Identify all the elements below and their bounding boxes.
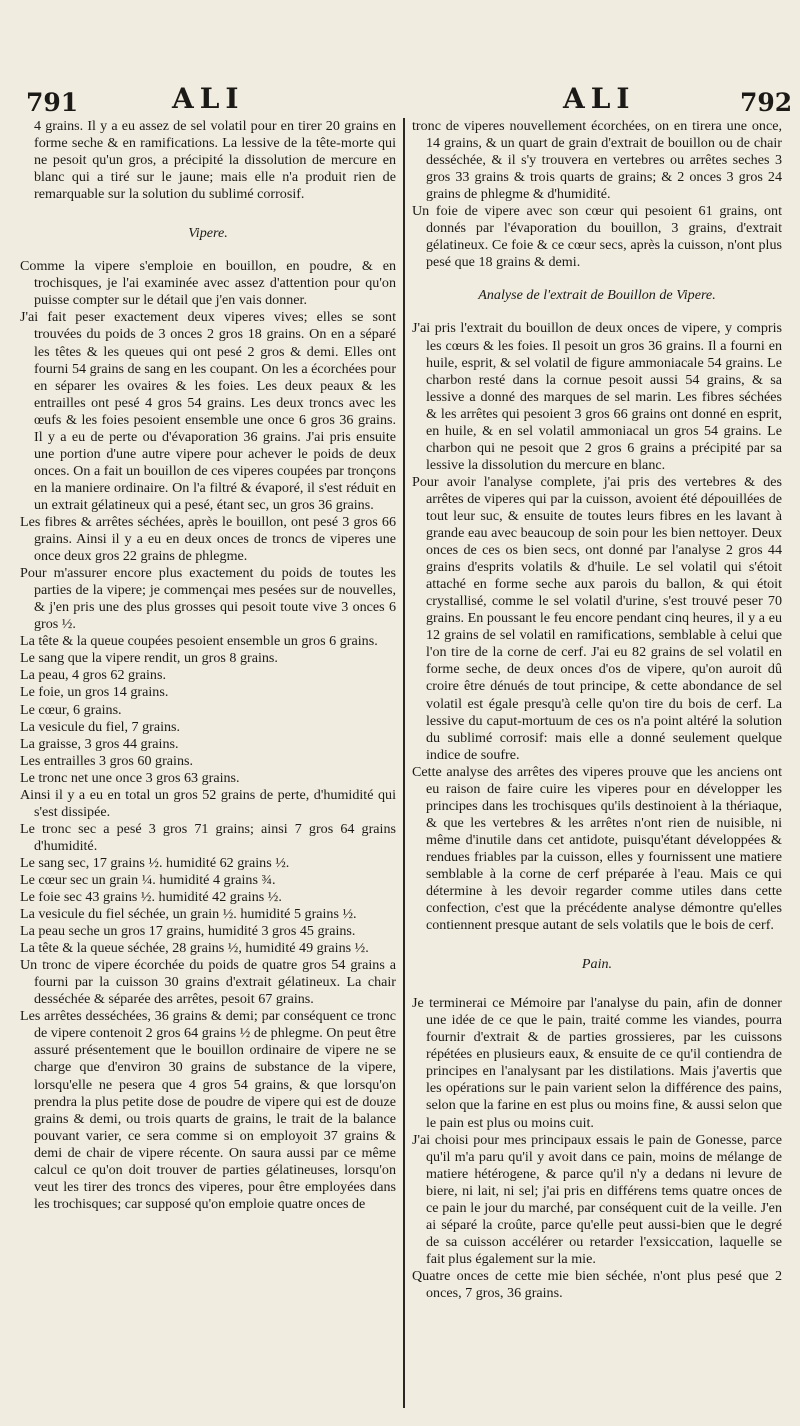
list-item: La graisse, 3 gros 44 grains.: [20, 735, 179, 752]
list-item: Les entrailles 3 gros 60 grains.: [20, 752, 193, 769]
list-item: La vesicule du fiel, 7 grains.: [20, 718, 181, 735]
page-number-left: 791: [26, 88, 79, 117]
list-item: Le foie sec 43 grains ½. humidité 42 grains ½.: [20, 889, 282, 906]
paragraph: Les fibres & arrêtes séchées, après le bouillon, ont pesé 3 gros 66 grains. Ainsi il y a eu en deux onces de troncs de viperes une once deux gros 22 grains de phlegme.: [20, 513, 396, 565]
section-heading-pain: Pain.: [581, 956, 613, 973]
left-column: [20, 118, 396, 1418]
paragraph: Je terminerai ce Mémoire par l'analyse du pain, afin de donner une idée de ce que le pain, traité comme les viandes, pourra fournir d'extrait & de parties grossieres, par les cuissons répétées en plusieurs eaux, & ensuite de ce qu'il contiendra de principes en l'analysant par les distilations. Mais j'avertis que les opérations sur le pain varient selon la différence des pains, selon que la farine en est plus ou moins fine, & aussi selon que le pain est plus ou moins cuit.: [412, 995, 782, 1131]
section-heading-analyse: Analyse de l'extrait de Bouillon de Vipere.: [478, 287, 716, 304]
list-item: La tête & la queue coupées pesoient ensemble un gros 6 grains.: [20, 633, 378, 650]
page-number-right: 792: [740, 88, 793, 117]
paragraph: Comme la vipere s'emploie en bouillon, en poudre, & en trochisques, je l'ai examinée avec assez d'attention pour qu'on puisse compter sur le détail que j'en vais donner.: [20, 258, 396, 309]
paragraph: J'ai choisi pour mes principaux essais le pain de Gonesse, parce qu'il m'a paru qu'il y avoit dans ce pain, moins de mélange de matiere hétérogene, & parce qu'il n'y a dedans ni levure de biere, ni lait, ni sel; j'ai pris en différens tems quatre onces de ce pain le jour du marché, par conséquent cuit de la veille. J'en ai séparé la croûte, parce qu'elle peut aussi-bien que le degré de sa cuisson accélérer ou retarder l'exsiccation, laquelle se fait plus également sur la mie.: [412, 1131, 782, 1267]
right-column: [412, 118, 782, 1418]
paragraph: Cette analyse des arrêtes des viperes prouve que les anciens ont eu raison de faire cuire les viperes pour en développer les principes dans les trochisques qu'ils destinoient à la thériaque, & que les vertebres & les arrêtes n'ont rien de nuisible, ni même d'inutile dans cet antidote, puisqu'étant développées & rendues friables par la cuisson, elles y fournissent une matiere semblable à la corne de cerf préparée à l'eau. Mais ce qui détermine à les devoir regarder comme utiles dans cette confection, c'est que la précédente analyse démontre qu'elles contiennent presque autant de sels volatils que le bois de cerf.: [412, 763, 782, 934]
list-item: Le tronc sec a pesé 3 gros 71 grains; ainsi 7 gros 64 grains d'humidité.: [20, 820, 396, 854]
list-item: Le tronc net une once 3 gros 63 grains.: [20, 769, 240, 786]
running-head-left: ALI: [172, 82, 245, 115]
paragraph: Un tronc de vipere écorchée du poids de quatre gros 54 grains a fourni par la cuisson 30 grains d'extrait gélatineux. La chair desséchée & séparée des arrêtes, pesoit 67 grains.: [20, 957, 396, 1008]
list-item: Le cœur, 6 grains.: [20, 701, 122, 718]
list-item: Le foie, un gros 14 grains.: [20, 684, 169, 701]
list-item: La tête & la queue séchée, 28 grains ½, humidité 49 grains ½.: [20, 940, 369, 957]
list-item: Le cœur sec un grain ¼. humidité 4 grains ¾.: [20, 871, 276, 888]
paragraph: Pour avoir l'analyse complete, j'ai pris des vertebres & des arrêtes de viperes qui par la cuisson, avoient été dépouillées de tout leur suc, & ensuite de toutes leurs fibres en les lavant à grande eau avec beaucoup de soin pour les bien nettoyer. Deux onces de ces os bien secs, ont donné par l'analyse 2 gros 44 grains d'esprits volatils & d'huile. Le sel volatil qui s'étoit attaché en forme seche aux parois du ballon, & qui étoit crystallisé, comme le sel volatil d'urine, s'est trouvé peser 70 grains. En poussant le feu encore pendant cinq heures, il y a eu 12 grains de sel volatil en ramifications, semblable à celui que l'on tire de la corne de cerf. J'ai eu 82 grains de sel volatil en forme seche, de deux onces d'os de vipere, qu'on auroit dû croire être dénués de tout principe, & cette abondance de sel volatil est égale presqu'à celle qu'on tire du bois de cerf. La lessive du caput-mortuum de ces os n'a point altéré la solution du sublimé corrosif: mais elle a donné seulement quelque indice de soufre.: [412, 473, 782, 763]
list-item: La peau, 4 gros 62 grains.: [20, 667, 166, 684]
list-item: Ainsi il y a eu en total un gros 52 grains de perte, d'humidité qui s'est dissipée.: [20, 786, 396, 820]
paragraph: Pour m'assurer encore plus exactement du poids de toutes les parties de la vipere; je commençai mes pesées sur de nouvelles, & j'en pris une des plus grosses qui pesoit toute vive 3 onces 6 gros ½.: [20, 565, 396, 633]
paragraph: 4 grains. Il y a eu assez de sel volatil pour en tirer 20 grains en forme seche & en ramifications. La lessive de la tête-morte qui ne pesoit qu'un gros, a précipité la dissolution de mercure en blanc qui a tiré sur le jaune; mais elle n'a produit rien de remarquable sur la solution du sublimé corrosif.: [34, 118, 396, 203]
paragraph: Quatre onces de cette mie bien séchée, n'ont plus pesé que 2 onces, 7 gros, 36 grains.: [412, 1267, 782, 1301]
section-heading-vipere: Vipere.: [188, 225, 228, 242]
paragraph: Les arrêtes desséchées, 36 grains & demi; par conséquent ce tronc de vipere contenoit 2 gros 64 grains ½ de phlegme. On peut être assuré présentement que le bouillon ordinaire de vipere ne se charge que d'environ 30 grains de substance de la vipere, lorsqu'elle ne pesera que 4 gros 54 grains, & que lorsqu'on prendra la plus petite dose de poudre de vipere qui est de douze grains & demi, ou trois quarts de grains, le trait de la balance pouvant varier, ce sera comme si on employoit 37 grains & demi de chair de vipere récente. On saura aussi par ce même calcul ce qu'on doit trouver de parties gélatineuses, lorsqu'on veut les tirer des troncs des viperes, pour être employées dans les trochisques; car supposé qu'on emploie quatre onces de: [20, 1008, 396, 1212]
list-item: La vesicule du fiel séchée, un grain ½. humidité 5 grains ½.: [20, 906, 357, 923]
list-item: Le sang que la vipere rendit, un gros 8 grains.: [20, 650, 278, 667]
paragraph: Un foie de vipere avec son cœur qui pesoient 61 grains, ont donnés par l'évaporation du bouillon, 3 grains, d'extrait gélatineux. Ce foie & ce cœur secs, après la cuisson, n'ont plus pesé que 18 grains & demi.: [412, 203, 782, 271]
list-item: Le sang sec, 17 grains ½. humidité 62 grains ½.: [20, 854, 290, 871]
running-head-right: ALI: [563, 82, 636, 115]
paragraph: tronc de viperes nouvellement écorchées, on en tirera une once, 14 grains, & un quart de grain d'extrait de bouillon ou de chair desséchée, & il s'y trouvera en vertebres ou arrêtes seches 3 gros 33 grains & trois quarts de grains; & 2 onces 3 gros 24 grains de phlegme & d'humidité.: [412, 118, 782, 203]
list-item: La peau seche un gros 17 grains, humidité 3 gros 45 grains.: [20, 923, 356, 940]
column-divider: [403, 118, 405, 1408]
paragraph: J'ai pris l'extrait du bouillon de deux onces de vipere, y compris les cœurs & les foies. Il pesoit un gros 36 grains. Il a fourni en huile, esprit, & sel volatil de figure ammoniacale 54 grains. Le charbon resté dans la cornue pesoit aussi 54 grains, & sa lessive a donné des marques de sel marin. Les fibres séchées & les arrêtes qui pesoient 3 gros 66 grains ont donné en esprit, en huile, & en sel volatil ammoniacal un gros 54 grains. Le charbon qui ne pesoit que 2 gros 6 grains a précipité par sa lessive la dissolution du mercure en blanc.: [412, 320, 782, 473]
paragraph: J'ai fait peser exactement deux viperes vives; elles se sont trouvées du poids de 3 onces 2 gros 18 grains. On en a séparé les têtes & les queues qui ont pesé 2 gros & demi. Elles ont fourni 54 grains de sang en les coupant. On les a écorchées pour en séparer les ovaires & les foies. Les deux peaux & les entrailles ont pesé 4 gros 54 grains. Les deux troncs avec les œufs & les foies pesoient ensemble une once 6 gros 36 grains. Il y a eu de perte ou d'évaporation 36 grains. J'ai pris ensuite une portion d'une autre vipere pour achever le poids de deux onces. On a fait un bouillon de ces viperes coupées par tronçons en la maniere ordinaire. On l'a filtré & évaporé, il s'est réduit en un extrait gélatineux qui a pesé, étant sec, un gros 36 grains.: [20, 309, 396, 513]
